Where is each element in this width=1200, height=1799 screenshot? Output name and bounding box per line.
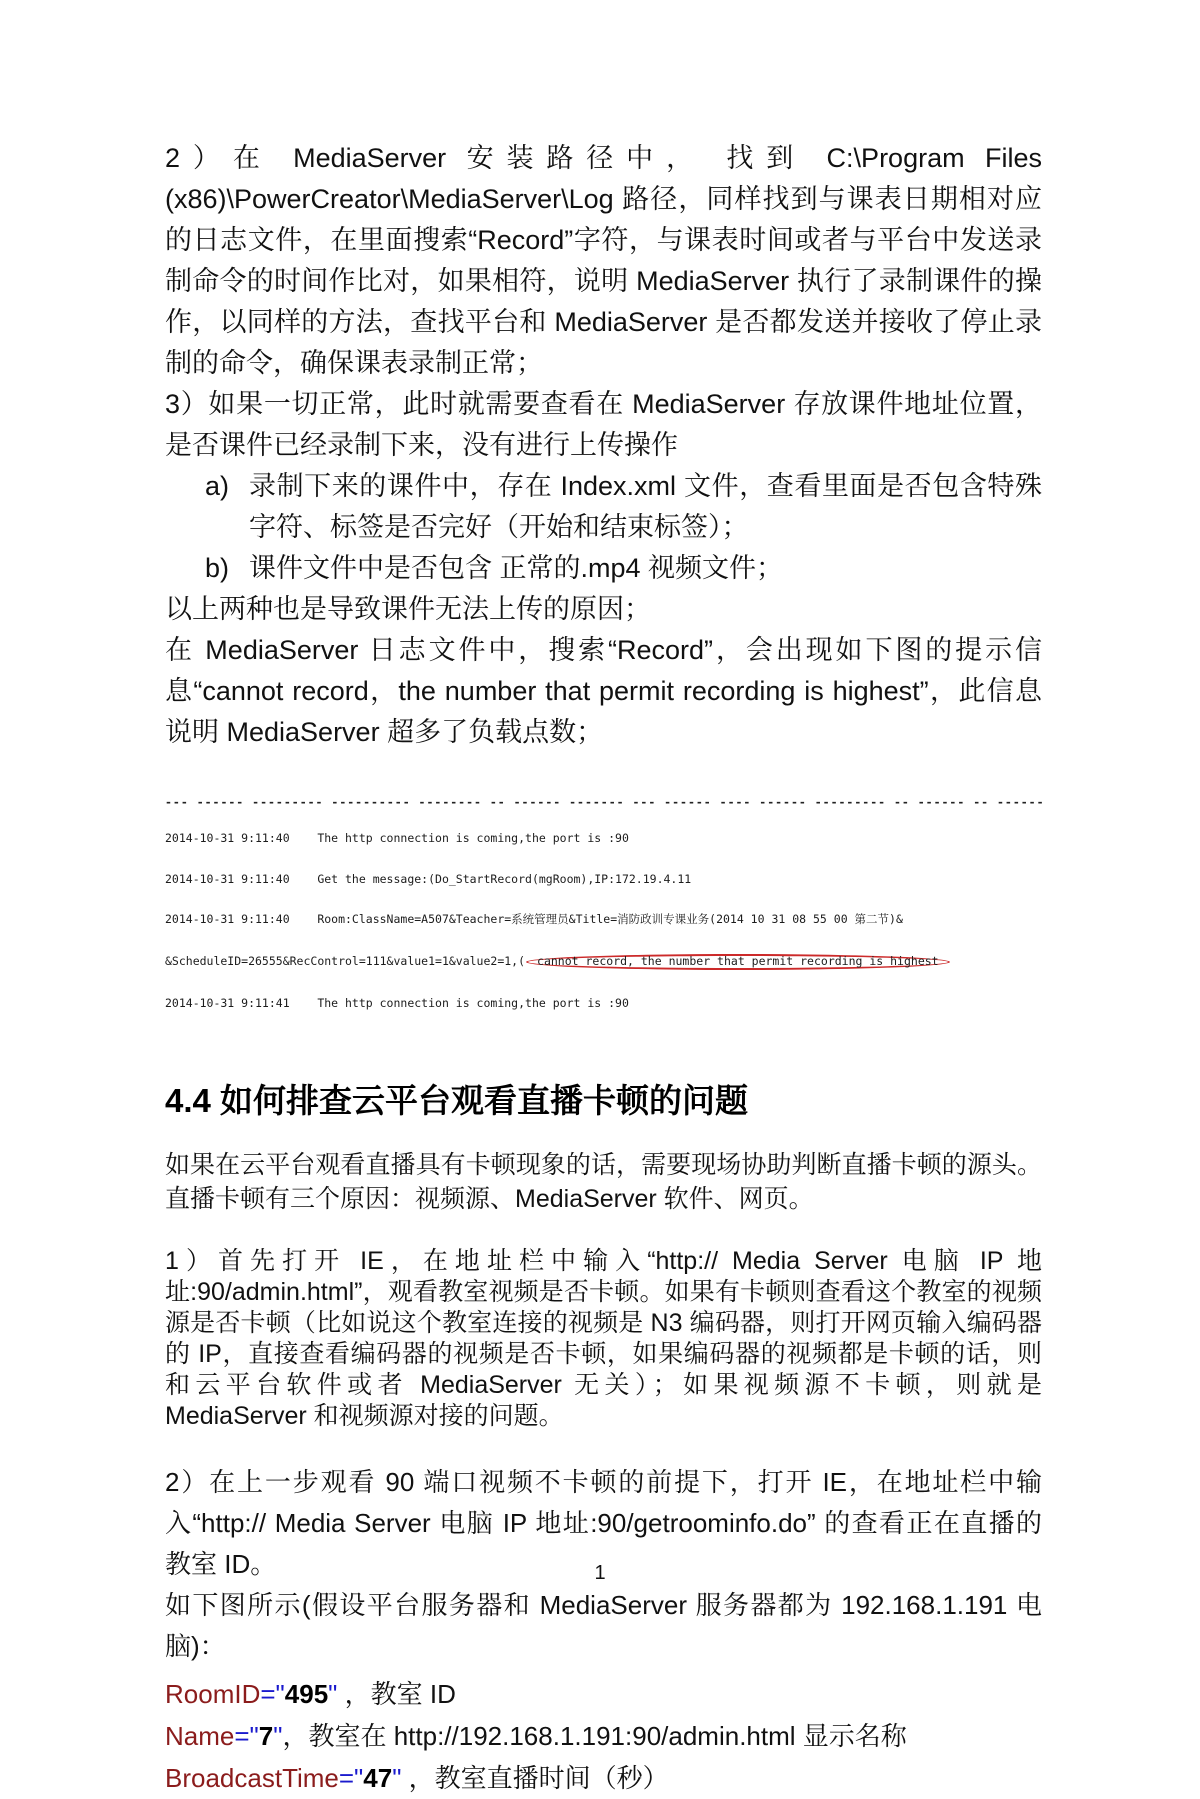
log-line-1: 2014-10-31 9:11:40 The http connection is coming,the port is :90	[165, 831, 629, 845]
document-content	[165, 138, 1045, 1799]
paragraph-step3: 3）如果一切正常，此时就需要查看在 MediaServer 存放课件地址位置，是否课件已经录制下来，没有进行上传操作	[165, 389, 1042, 460]
section-heading-4-4: 4.4 如何排查云平台观看直播卡顿的问题	[165, 1081, 749, 1119]
attr-line-name	[165, 1715, 1042, 1757]
list-marker-b: b)	[205, 553, 230, 583]
attr-name-desc: ，教室在 http://192.168.1.191:90/admin.html 显示名称	[282, 1720, 907, 1751]
log-line-2: 2014-10-31 9:11:40 Get the message:(Do_StartRecord(mgRoom),IP:172.19.4.11	[165, 871, 692, 886]
attr-broadcasttime-desc: ，教室直播时间（秒）	[401, 1762, 669, 1793]
attr-roomid-closeq: "	[328, 1678, 338, 1709]
attr-name-closeq: "	[273, 1720, 283, 1751]
log-line-3: 2014-10-31 9:11:40 Room:ClassName=A507&Teacher=系统管理员&Title=消防政训专课业务(2014 10 31 08 55 00 第二节)&	[165, 912, 903, 926]
paragraph-step2b-4-4: 如下图所示(假设平台服务器和 MediaServer 服务器都为 192.168.1.191 电脑)：	[165, 1589, 1042, 1661]
paragraph-note2: 在 MediaServer 日志文件中，搜索“Record”，会出现如下图的提示信息“cannot record，the number that permit recording is highest”，此信息说明 MediaServer 超多了负载点数；	[165, 635, 1042, 747]
list-item-a-text: 录制下来的课件中，存在 Index.xml 文件，查看里面是否包含特殊字符、标签是否完好（开始和结束标签）；	[249, 471, 1042, 542]
log-screenshot	[165, 769, 1143, 1031]
attr-roomid-value: 495	[284, 1678, 329, 1709]
paragraph-step2: 2）在 MediaServer 安装路径中， 找到 C:\Program Files (x86)\PowerCreator\MediaServer\Log 路径，同样找到与课表日期相对应的日志文件，在里面搜索“Record”字符，与课表时间或者与平台中发送录制命令的时间作比对，如果相符，说明 MediaServer 执行了录制课件的操作，以同样的方法，查找平台和 MediaServer 是否都发送并接收了停止录制的命令，确保课表录制正常；	[165, 143, 1042, 378]
attr-line-roomid	[165, 1673, 1042, 1715]
attr-broadcasttime-name: BroadcastTime	[165, 1762, 339, 1793]
attr-broadcasttime-eq: ="	[338, 1762, 364, 1793]
attr-roomid-desc: ，教室 ID	[337, 1678, 456, 1709]
log-line-4	[165, 954, 1143, 970]
attr-roomid-name: RoomID	[165, 1678, 261, 1709]
attr-broadcasttime-value: 47	[363, 1762, 393, 1793]
list-marker-a: a)	[205, 471, 230, 501]
paragraph-note1: 以上两种也是导致课件无法上传的原因；	[165, 594, 651, 624]
paragraph-step1-4-4: 1）首先打开 IE，在地址栏中输入“http:// Media Server 电脑 IP 地址:90/admin.html”，观看教室视频是否卡顿。如果有卡顿则查看这个教室的视频源是否卡顿（比如说这个教室连接的视频是 N3 编码器，则打开网页输入编码器的 IP，直接查看编码器的视频是否卡顿，如果编码器的视频都是卡顿的话，则和云平台软件或者 MediaServer 无关）；如果视频源不卡顿，则就是 MediaServer 和视频源对接的问题。	[165, 1246, 1042, 1430]
list-item-b	[165, 548, 1042, 589]
log-line-clipped-bottom: 2014-10-31 9:11:41 The http connection is coming,the port is :90	[165, 995, 629, 1010]
paragraph-intro-4-4: 如果在云平台观看直播具有卡顿现象的话，需要现场协助判断直播卡顿的源头。直播卡顿有三个原因：视频源、MediaServer 软件、网页。	[165, 1150, 1042, 1213]
attr-roomid-eq: ="	[260, 1678, 285, 1709]
list-item-b-text: 课件文件中是否包含 正常的.mp4 视频文件；	[249, 553, 784, 583]
attr-line-broadcasttime	[165, 1757, 1042, 1799]
attr-name-value: 7	[258, 1720, 274, 1751]
attr-name-name: Name	[165, 1720, 235, 1751]
attr-broadcasttime-closeq: "	[392, 1762, 402, 1793]
log-line-clipped-top: --- ------ --------- ---------- -------- -- ------ ------- --- ------ ---- ------ --------- -- ------ -- ------	[165, 795, 1045, 809]
page-number: 1	[594, 1562, 606, 1584]
log-line-4-prefix: &ScheduleID=26555&RecControl=111&value1=1&value2=1,(	[165, 953, 526, 968]
log-error-highlight: cannot record, the number that permit recording is highest	[526, 954, 950, 970]
list-item-a	[165, 466, 1042, 548]
attr-name-eq: ="	[234, 1720, 259, 1751]
paragraph-step2-4-4: 2）在上一步观看 90 端口视频不卡顿的前提下，打开 IE，在地址栏中输入“http:// Media Server 电脑 IP 地址:90/getroominfo.do” 的查看正在直播的教室 ID。	[165, 1466, 1042, 1579]
